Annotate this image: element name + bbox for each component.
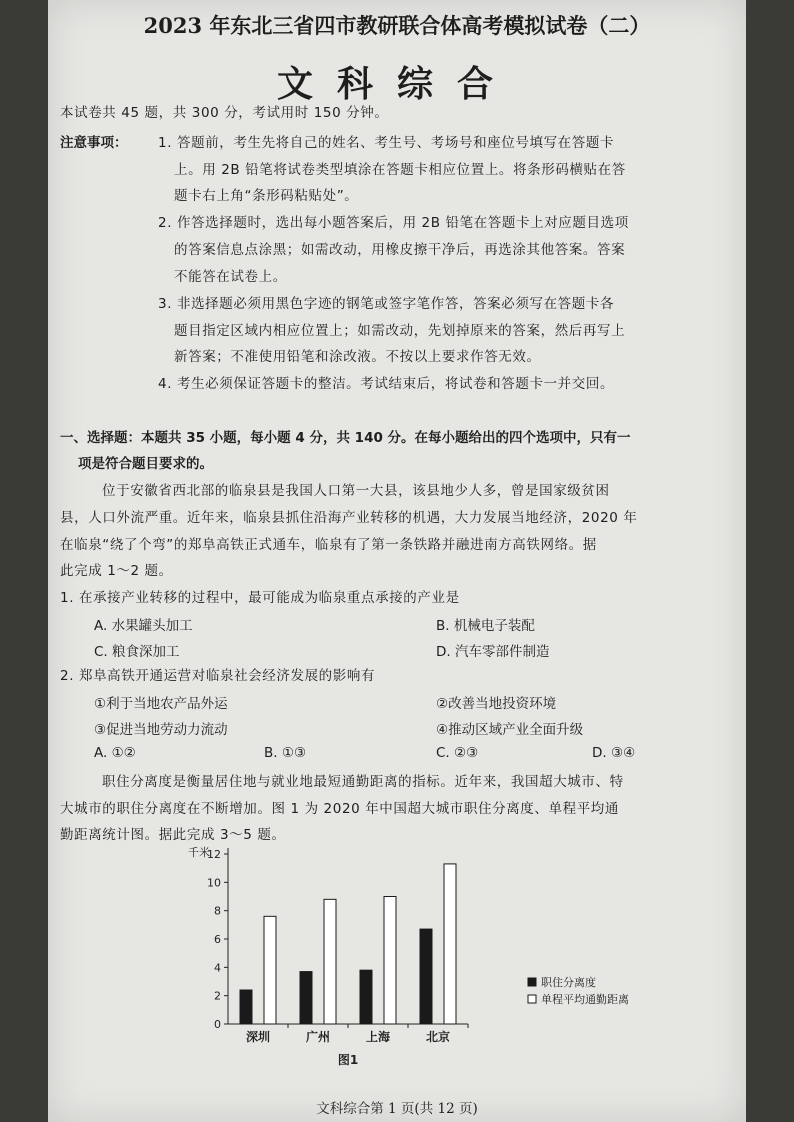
y-tick-label: 8 bbox=[214, 904, 221, 918]
question-1-stem: 1. 在承接产业转移的过程中，最可能成为临泉重点承接的产业是 bbox=[60, 590, 460, 606]
q2-option-b: B. ①③ bbox=[264, 745, 307, 761]
bar-commute-distance bbox=[384, 897, 396, 1025]
q1-option-d: D. 汽车零部件制造 bbox=[436, 644, 550, 660]
notice-line: 题目指定区域内相应位置上；如需改动，先划掉原来的答案，然后再写上 bbox=[174, 323, 626, 339]
section-heading: 一、选择题：本题共 35 小题，每小题 4 分，共 140 分。在每小题给出的四个选项中，只有一 bbox=[60, 430, 631, 446]
notice-line: 4. 考生必须保证答题卡的整洁。考试结束后，将试卷和答题卡一并交回。 bbox=[158, 376, 615, 392]
x-category-label: 广州 bbox=[305, 1030, 331, 1044]
q1-option-a: A. 水果罐头加工 bbox=[94, 618, 193, 634]
bar-commute-distance bbox=[444, 864, 456, 1024]
exam-paper bbox=[48, 0, 746, 1122]
passage-line: 职住分离度是衡量居住地与就业地最短通勤距离的指标。近年来，我国超大城市、特 bbox=[102, 774, 624, 790]
q2-statement-1: ①利于当地农产品外运 bbox=[94, 696, 228, 712]
notice-line: 1. 答题前，考生先将自己的姓名、考生号、考场号和座位号填写在答题卡 bbox=[158, 135, 615, 151]
q2-option-d: D. ③④ bbox=[592, 745, 636, 761]
passage-line: 此完成 1～2 题。 bbox=[60, 563, 173, 579]
commute-bar-chart bbox=[178, 843, 658, 1073]
y-tick-label: 4 bbox=[214, 961, 221, 975]
subject-title: 文科综合 bbox=[276, 64, 517, 105]
y-axis-label: 千米 bbox=[188, 846, 210, 859]
legend-label: 单程平均通勤距离 bbox=[541, 993, 629, 1006]
notice-line: 2. 作答选择题时，选出每小题答案后，用 2B 铅笔在答题卡上对应题目选项 bbox=[158, 215, 629, 231]
q2-option-c: C. ②③ bbox=[436, 745, 479, 761]
notice-line: 题卡右上角“条形码粘贴处”。 bbox=[174, 188, 359, 204]
notice-line: 3. 非选择题必须用黑色字迹的钢笔或签字笔作答，答案必须写在答题卡各 bbox=[158, 296, 615, 312]
y-tick-label: 12 bbox=[207, 848, 221, 861]
y-tick-label: 2 bbox=[214, 989, 221, 1003]
bar-separation-index bbox=[360, 970, 372, 1024]
legend-swatch bbox=[528, 978, 536, 986]
figure-caption: 图1 bbox=[337, 1053, 359, 1067]
notice-line: 上。用 2B 铅笔将试卷类型填涂在答题卡相应位置上。将条形码横贴在答 bbox=[174, 162, 626, 178]
q1-option-b: B. 机械电子装配 bbox=[436, 618, 535, 634]
x-category-label: 深圳 bbox=[245, 1030, 271, 1044]
y-tick-label: 0 bbox=[214, 1018, 221, 1031]
bar-separation-index bbox=[240, 990, 252, 1024]
notice-label: 注意事项： bbox=[60, 135, 128, 151]
passage-line: 勤距离统计图。据此完成 3～5 题。 bbox=[60, 827, 286, 843]
section-heading-cont: 项是符合题目要求的。 bbox=[78, 456, 213, 472]
bar-separation-index bbox=[300, 972, 312, 1024]
x-category-label: 上海 bbox=[365, 1030, 391, 1044]
exam-title: 2023 年东北三省四市教研联合体高考模拟试卷（二） bbox=[143, 13, 651, 38]
q2-statement-3: ③促进当地劳动力流动 bbox=[94, 722, 228, 738]
passage-line: 位于安徽省西北部的临泉县是我国人口第一大县，该县地少人多，曾是国家级贫困 bbox=[102, 483, 610, 499]
q2-statement-4: ④推动区域产业全面升级 bbox=[436, 722, 584, 738]
q2-option-a: A. ①② bbox=[94, 745, 136, 761]
passage-line: 大城市的职住分离度在不断增加。图 1 为 2020 年中国超大城市职住分离度、单程平均通 bbox=[60, 801, 620, 817]
legend-label: 职住分离度 bbox=[541, 976, 596, 989]
question-2-stem: 2. 郑阜高铁开通运营对临泉社会经济发展的影响有 bbox=[60, 668, 376, 684]
x-category-label: 北京 bbox=[425, 1030, 451, 1044]
passage-line: 在临泉“绕了个弯”的郑阜高铁正式通车，临泉有了第一条铁路并融进南方高铁网络。据 bbox=[60, 537, 597, 553]
exam-intro: 本试卷共 45 题，共 300 分，考试用时 150 分钟。 bbox=[60, 105, 389, 121]
y-tick-label: 6 bbox=[214, 933, 221, 946]
bar-separation-index bbox=[420, 929, 432, 1024]
bar-commute-distance bbox=[264, 916, 276, 1024]
notice-line: 不能答在试卷上。 bbox=[174, 269, 287, 285]
y-tick-label: 10 bbox=[207, 876, 221, 890]
q2-statement-2: ②改善当地投资环境 bbox=[436, 696, 557, 712]
notice-line: 的答案信息点涂黑；如需改动，用橡皮擦干净后，再选涂其他答案。答案 bbox=[174, 242, 626, 258]
bar-commute-distance bbox=[324, 899, 336, 1024]
q1-option-c: C. 粮食深加工 bbox=[94, 644, 180, 660]
page-footer: 文科综合第 1 页(共 12 页) bbox=[316, 1101, 478, 1117]
legend-swatch bbox=[528, 995, 536, 1003]
notice-line: 新答案；不准使用铅笔和涂改液。不按以上要求作答无效。 bbox=[174, 349, 541, 365]
passage-line: 县，人口外流严重。近年来，临泉县抓住沿海产业转移的机遇，大力发展当地经济，2020 年 bbox=[60, 510, 638, 526]
